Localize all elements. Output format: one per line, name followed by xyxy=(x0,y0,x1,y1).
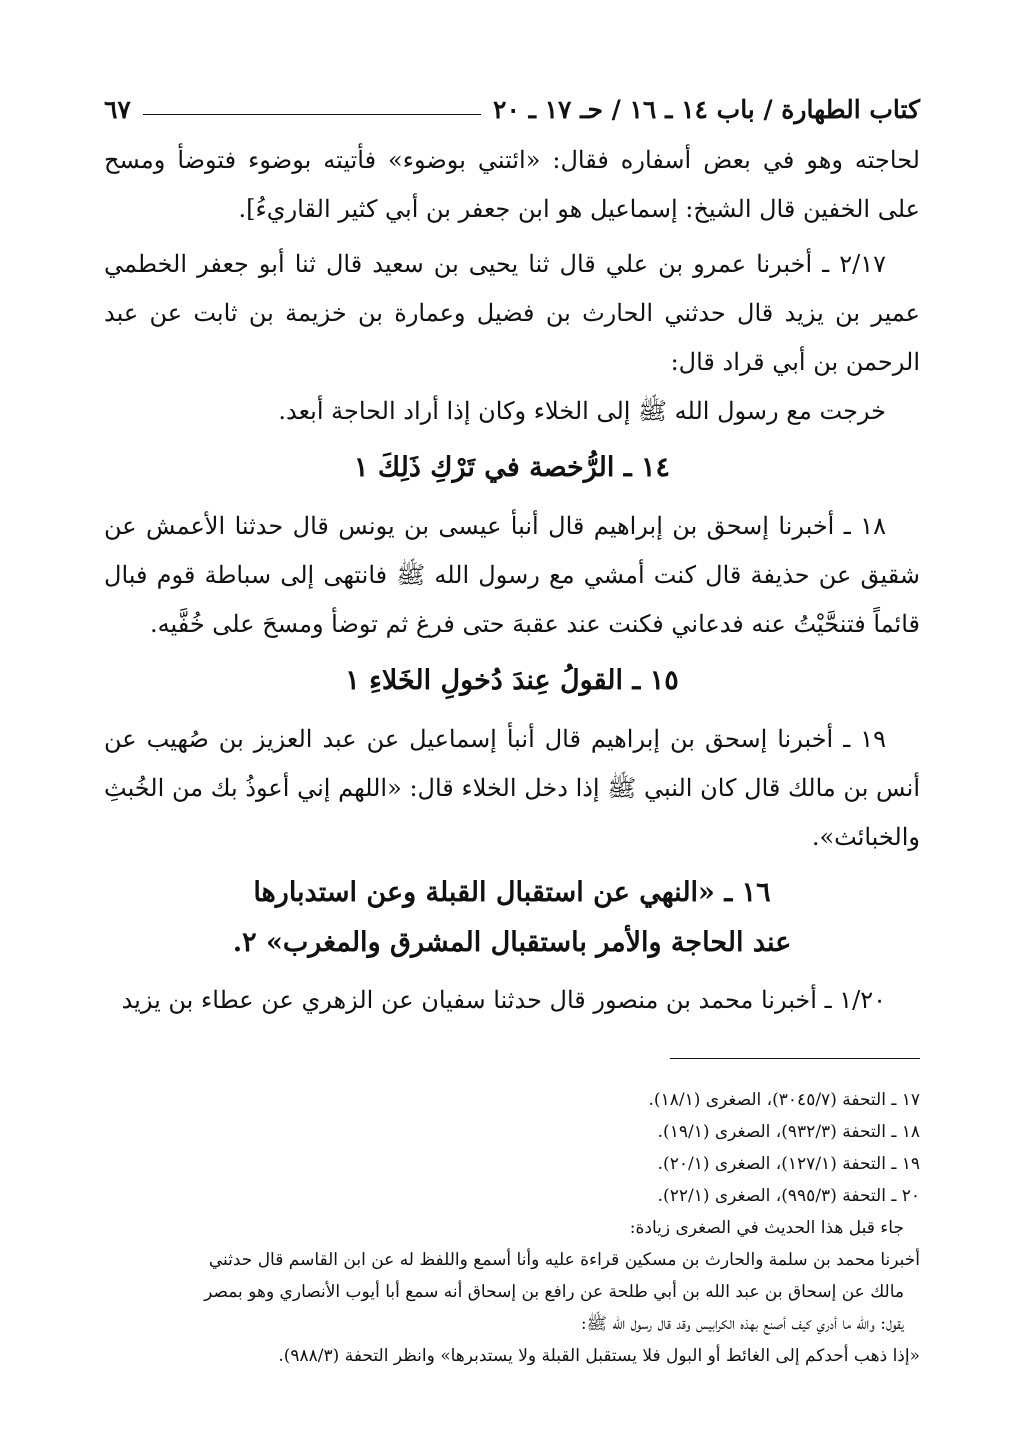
page-number: ٦٧ xyxy=(104,95,131,124)
header-rule xyxy=(143,114,481,115)
chapter-header-title: كتاب الطهارة / باب ١٤ ـ ١٦ / حـ ١٧ ـ ٢٠ xyxy=(493,95,920,124)
section-heading-15: ١٥ ـ القولُ عِندَ دُخولِ الخَلاءِ ١ xyxy=(345,665,679,696)
footnote-17: ١٧ ـ التحفة (٣٠٤٥/٧)، الصغرى (١٨/١). xyxy=(648,1090,920,1110)
hadith-18: ١٨ ـ أخبرنا إسحق بن إبراهيم قال أنبأ عيسى بن يونس قال حدثنا الأعمش عن شقيق عن حذيفة قال كنت أمشي مع رسول الله ﷺ فانتهى إلى سباطة قوم فبال قائماً فتنحَّيْتُ عنه فدعاني فكنت عند عقبهَ حتى فرغ ثم توضأ ومسحَ على خُفَّيه. xyxy=(104,512,921,638)
paragraph-continuation: لحاجته وهو في بعض أسفاره فقال: «ائتني بوضوء» فأتيته بوضوء فتوضأ ومسح على الخفين قال الشيخ: إسماعيل هو ابن جعفر بن أبي كثير القاريءُ]. xyxy=(104,146,920,223)
hadith-20-1: ١/٢٠ ـ أخبرنا محمد بن منصور قال حدثنا سفيان عن الزهري عن عطاء بن يزيد xyxy=(121,986,886,1014)
hadith-19: ١٩ ـ أخبرنا إسحق بن إبراهيم قال أنبأ إسماعيل عن عبد العزيز بن صُهيب عن أنس بن مالك قال كان النبي ﷺ إذا دخل الخلاء قال: «اللهم إني أعوذُ بك من الخُبثِ والخبائث». xyxy=(104,725,920,851)
footnote-note-line: «إذا ذهب أحدكم إلى الغائط أو البول فلا يستقبل القبلة ولا يستدبرها» وانظر التحفة (٩٨٨/٣). xyxy=(278,1346,920,1366)
footnote-note-line: يقول: والله ما أدري كيف أصنع بهذه الكرابيس وقد قال رسول الله ﷺ: xyxy=(580,1314,904,1334)
main-text xyxy=(104,136,920,1025)
footnote-19: ١٩ ـ التحفة (١٢٧/١)، الصغرى (٢٠/١). xyxy=(657,1154,920,1174)
hadith-17-2-text: خرجت مع رسول الله ﷺ إلى الخلاء وكان إذا أراد الحاجة أبعد. xyxy=(278,397,886,425)
footnote-note-line: أخبرنا محمد بن سلمة والحارث بن مسكين قراءة عليه وأنا أسمع واللفظ له عن ابن القاسم قال حدثني xyxy=(208,1250,920,1270)
footnote-18: ١٨ ـ التحفة (٩٣٢/٣)، الصغرى (١٩/١). xyxy=(657,1122,920,1142)
footnotes xyxy=(104,1084,920,1372)
footnote-note-line: مالك عن إسحاق بن عبد الله بن أبي طلحة عن رافع بن إسحاق أنه سمع أبا أيوب الأنصاري وهو بمصر xyxy=(204,1282,904,1302)
footnote-20: ٢٠ ـ التحفة (٩٩٥/٣)، الصغرى (٢٢/١). xyxy=(657,1186,920,1206)
section-heading-14: ١٤ ـ الرُّخصة في تَرْكِ ذَلِكَ ١ xyxy=(353,452,671,483)
footnote-separator xyxy=(670,1058,920,1059)
running-header xyxy=(104,84,920,124)
footnote-note-intro: جاء قبل هذا الحديث في الصغرى زيادة: xyxy=(629,1218,904,1238)
section-heading-16-line1: ١٦ ـ «النهي عن استقبال القبلة وعن استدبارها xyxy=(253,877,771,908)
section-heading-16-line2: عند الحاجة والأمر باستقبال المشرق والمغرب» ٢. xyxy=(232,927,792,958)
hadith-17-2: ٢/١٧ ـ أخبرنا عمرو بن علي قال ثنا يحيى بن سعيد قال ثنا أبو جعفر الخطمي عمير بن يزيد قال حدثني الحارث بن فضيل وعمارة بن خزيمة بن ثابت عن عبد الرحمن بن أبي قراد قال: xyxy=(104,250,920,376)
section-heading-16 xyxy=(104,868,920,968)
